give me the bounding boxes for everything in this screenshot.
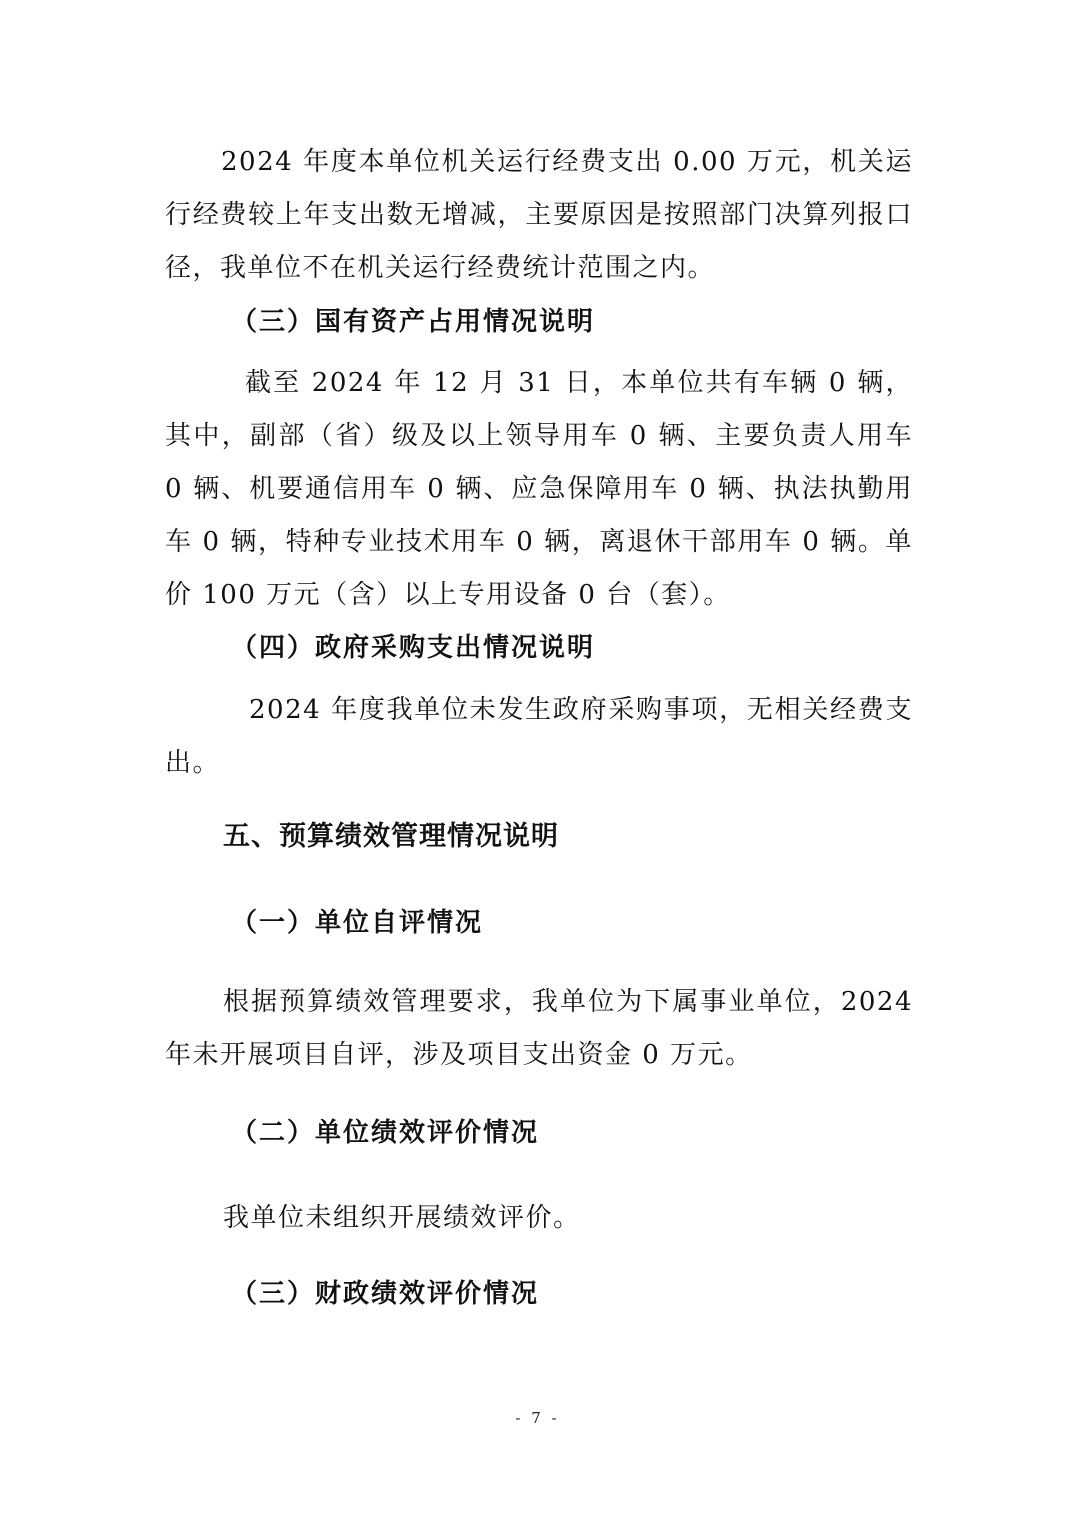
paragraph-unit-evaluation: 我单位未组织开展绩效评价。 (223, 1203, 581, 1233)
heading-unit-evaluation: （二）单位绩效评价情况 (231, 1118, 540, 1148)
paragraph-vehicles-assets: 截至 2024 年 12 月 31 日，本单位共有车辆 0 辆，其中，副部（省）级及以上领导用车 0 辆、主要负责人用车 0 辆、机要通信用车 0 辆、应急保障用车 0 辆、执法执勤用车 0 辆，特种专业技术用车 0 辆，离退休干部用车 0 辆。单价 100 万元（含）以上专用设备 0 台（套）。 (165, 368, 913, 610)
paragraph-self-evaluation: 根据预算绩效管理要求，我单位为下属事业单位，2024 年未开展项目自评，涉及项目支出资金 0 万元。 (165, 987, 913, 1070)
heading-self-evaluation: （一）单位自评情况 (231, 908, 484, 938)
heading-fiscal-evaluation: （三）财政绩效评价情况 (231, 1279, 540, 1309)
heading-government-procurement: （四）政府采购支出情况说明 (231, 633, 596, 663)
page-number: - 7 - (515, 1409, 560, 1427)
heading-section-five: 五、预算绩效管理情况说明 (223, 821, 559, 852)
heading-state-assets: （三）国有资产占用情况说明 (231, 307, 596, 337)
paragraph-procurement: 2024 年度我单位未发生政府采购事项，无相关经费支出。 (165, 695, 913, 778)
paragraph-operating-expenses: 2024 年度本单位机关运行经费支出 0.00 万元，机关运行经费较上年支出数无增减，主要原因是按照部门决算列报口径，我单位不在机关运行经费统计范围之内。 (165, 147, 913, 283)
